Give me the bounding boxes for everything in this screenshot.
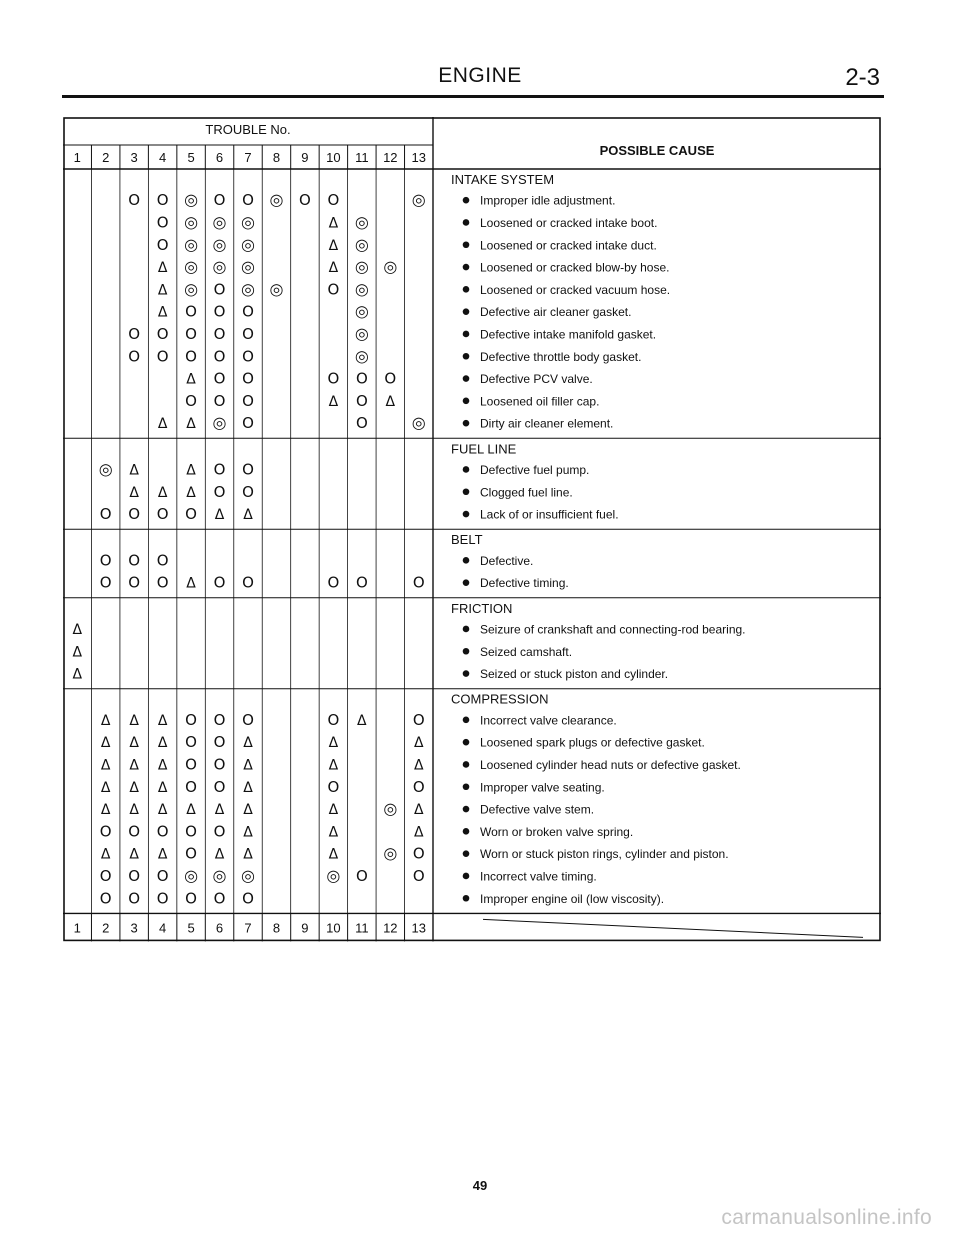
cause-text: Defective valve stem. [480, 802, 595, 817]
circle-mark: O [128, 505, 141, 524]
triangle-mark: Δ [129, 712, 139, 729]
double-circle-mark: ◎ [241, 257, 255, 277]
triangle-mark: Δ [328, 824, 339, 841]
circle-mark: O [156, 551, 169, 570]
double-circle-mark: ◎ [411, 190, 426, 210]
cause-text: Loosened oil filler cap. [480, 394, 600, 409]
cause-text: Lack of or insufficient fuel. [480, 507, 619, 522]
circle-mark: O [213, 280, 226, 299]
triangle-mark: Δ [214, 846, 225, 863]
circle-mark: O [99, 505, 112, 524]
double-circle-mark: ◎ [184, 865, 199, 885]
circle-mark: O [213, 324, 226, 343]
column-number-footer: 1 [73, 920, 81, 936]
bullet-icon [463, 308, 470, 315]
column-number: 6 [215, 150, 224, 165]
circle-mark: O [327, 191, 340, 210]
double-circle-mark: ◎ [354, 323, 369, 343]
circle-mark: O [355, 369, 368, 388]
double-circle-mark: ◎ [269, 190, 284, 210]
column-number-footer: 11 [355, 920, 369, 936]
bullet-icon [463, 806, 470, 813]
circle-mark: O [128, 347, 141, 366]
column-number-footer: 2 [102, 920, 110, 936]
circle-mark: O [213, 755, 226, 774]
triangle-mark: Δ [100, 712, 111, 729]
triangle-mark: Δ [186, 484, 196, 501]
triangle-mark: Δ [129, 462, 139, 479]
bullet-icon [463, 557, 470, 564]
cause-text: Improper engine oil (low viscosity). [480, 891, 665, 906]
trouble-table [63, 117, 881, 972]
column-number: 12 [383, 150, 398, 165]
bullet-icon [463, 670, 470, 677]
triangle-mark: Δ [413, 735, 424, 752]
circle-mark: O [213, 302, 226, 321]
bullet-icon [463, 895, 470, 902]
cause-text: Loosened or cracked blow-by hose. [480, 260, 670, 275]
bullet-icon [463, 739, 470, 746]
circle-mark: O [242, 347, 254, 366]
bullet-icon [463, 398, 470, 405]
page-title: ENGINE [438, 64, 522, 87]
double-circle-mark: ◎ [241, 212, 255, 232]
column-number-footer: 9 [301, 920, 309, 936]
triangle-mark: Δ [214, 507, 225, 524]
circle-mark: O [242, 302, 254, 321]
column-number: 3 [130, 150, 138, 165]
double-circle-mark: ◎ [354, 234, 369, 254]
circle-mark: O [213, 482, 226, 501]
group-title: FUEL LINE [451, 441, 517, 457]
cause-text: Seized or stuck piston and cylinder. [480, 667, 669, 682]
double-circle-mark: ◎ [241, 865, 255, 885]
double-circle-mark: ◎ [212, 413, 227, 433]
double-circle-mark: ◎ [354, 257, 369, 277]
circle-mark: O [213, 573, 226, 592]
column-number-footer: 12 [383, 920, 398, 936]
group-title: BELT [451, 532, 483, 548]
triangle-mark: Δ [243, 507, 253, 524]
cause-text: Incorrect valve clearance. [480, 713, 617, 728]
circle-mark: O [355, 414, 368, 433]
triangle-mark: Δ [328, 260, 339, 277]
column-number: 5 [187, 150, 195, 165]
circle-mark: O [99, 551, 112, 570]
circle-mark: O [156, 866, 169, 885]
bullet-icon [463, 264, 470, 271]
bullet-icon [463, 286, 470, 293]
column-number: 2 [102, 150, 110, 165]
cause-text: Defective throttle body gasket. [480, 349, 642, 364]
cause-text: Seized camshaft. [480, 644, 573, 659]
page-number: 49 [472, 1178, 488, 1193]
triangle-mark: Δ [328, 757, 339, 774]
circle-mark: O [384, 369, 397, 388]
double-circle-mark: ◎ [184, 212, 199, 232]
bullet-icon [463, 375, 470, 382]
circle-mark: O [128, 866, 141, 885]
double-circle-mark: ◎ [269, 279, 284, 299]
circle-mark: O [242, 369, 254, 388]
triangle-mark: Δ [100, 802, 111, 819]
circle-mark: O [213, 391, 226, 410]
triangle-mark: Δ [157, 282, 168, 299]
circle-mark: O [213, 710, 226, 729]
double-circle-mark: ◎ [212, 865, 227, 885]
column-number: 8 [272, 150, 281, 165]
triangle-mark: Δ [243, 824, 253, 841]
column-number-footer: 10 [326, 920, 341, 936]
cause-text: Incorrect valve timing. [480, 869, 597, 884]
column-number: 9 [301, 150, 309, 165]
triangle-mark: Δ [385, 393, 396, 410]
circle-mark: O [213, 347, 226, 366]
bullet-icon [463, 353, 470, 360]
double-circle-mark: ◎ [212, 212, 227, 232]
circle-mark: O [185, 844, 197, 863]
circle-mark: O [185, 889, 197, 908]
bullet-icon [463, 420, 470, 427]
circle-mark: O [128, 889, 141, 908]
triangle-mark: Δ [129, 484, 139, 501]
circle-mark: O [99, 822, 112, 841]
header-rule [62, 95, 884, 98]
watermark: carmanualsonline.info [721, 1206, 932, 1229]
circle-mark: O [213, 822, 226, 841]
circle-mark: O [242, 191, 254, 210]
bullet-icon [463, 511, 470, 518]
triangle-mark: Δ [157, 484, 168, 501]
circle-mark: O [327, 280, 340, 299]
double-circle-mark: ◎ [354, 279, 369, 299]
section-page-ref: 2-3 [845, 64, 880, 91]
triangle-mark: Δ [100, 846, 111, 863]
circle-mark: O [355, 391, 368, 410]
bullet-icon [463, 717, 470, 724]
circle-mark: O [355, 573, 368, 592]
bullet-icon [463, 219, 470, 226]
triangle-mark: Δ [243, 802, 253, 819]
circle-mark: O [156, 505, 169, 524]
column-number-footer: 5 [187, 920, 195, 936]
triangle-mark: Δ [157, 757, 168, 774]
circle-mark: O [128, 822, 141, 841]
circle-mark: O [156, 573, 169, 592]
triangle-mark: Δ [413, 824, 424, 841]
circle-mark: O [242, 391, 254, 410]
column-number-footer: 4 [158, 920, 167, 936]
double-circle-mark: ◎ [383, 257, 398, 277]
triangle-mark: Δ [100, 779, 111, 796]
circle-mark: O [156, 889, 169, 908]
triangle-mark: Δ [100, 735, 111, 752]
cause-text: Defective air cleaner gasket. [480, 305, 632, 320]
cause-text: Defective timing. [480, 576, 569, 591]
triangle-mark: Δ [129, 802, 139, 819]
double-circle-mark: ◎ [212, 234, 227, 254]
cause-text: Improper idle adjustment. [480, 193, 616, 208]
double-circle-mark: ◎ [241, 279, 255, 299]
cause-text: Seizure of crankshaft and connecting-rod bearing. [480, 622, 746, 637]
double-circle-mark: ◎ [98, 459, 113, 479]
triangle-mark: Δ [243, 779, 253, 796]
bullet-icon [463, 873, 470, 880]
triangle-mark: Δ [157, 416, 168, 433]
cause-text: Worn or stuck piston rings, cylinder and piston. [480, 847, 729, 862]
triangle-mark: Δ [243, 735, 253, 752]
circle-mark: O [185, 347, 197, 366]
double-circle-mark: ◎ [354, 346, 369, 366]
group-title: FRICTION [451, 600, 513, 616]
cause-text: Defective intake manifold gasket. [480, 327, 657, 342]
triangle-mark: Δ [100, 757, 111, 774]
group-title: INTAKE SYSTEM [451, 172, 555, 187]
circle-mark: O [185, 710, 197, 729]
column-number-footer: 7 [244, 920, 252, 936]
triangle-mark: Δ [328, 215, 339, 232]
cause-text: Worn or broken valve spring. [480, 824, 634, 839]
bullet-icon [463, 331, 470, 338]
circle-mark: O [213, 369, 226, 388]
circle-mark: O [99, 866, 112, 885]
circle-mark: O [185, 822, 197, 841]
column-number-footer: 6 [215, 920, 224, 936]
bullet-icon [463, 648, 470, 655]
triangle-mark: Δ [72, 666, 83, 683]
circle-mark: O [213, 733, 226, 752]
circle-mark: O [242, 482, 254, 501]
circle-mark: O [99, 573, 112, 592]
triangle-mark: Δ [129, 846, 139, 863]
bullet-icon [463, 828, 470, 835]
column-number-footer: 3 [130, 920, 138, 936]
cause-text: Loosened cylinder head nuts or defective gasket. [480, 757, 741, 772]
triangle-mark: Δ [357, 712, 367, 729]
column-number-footer: 13 [411, 920, 427, 936]
circle-mark: O [242, 710, 254, 729]
circle-mark: O [213, 777, 226, 796]
bullet-icon [463, 783, 470, 790]
bullet-icon [463, 761, 470, 768]
double-circle-mark: ◎ [184, 257, 199, 277]
circle-mark: O [185, 733, 197, 752]
bullet-icon [463, 466, 470, 473]
triangle-mark: Δ [413, 757, 424, 774]
triangle-mark: Δ [186, 462, 196, 479]
circle-mark: O [185, 777, 197, 796]
triangle-mark: Δ [157, 712, 168, 729]
circle-mark: O [327, 369, 340, 388]
double-circle-mark: ◎ [184, 279, 199, 299]
triangle-mark: Δ [328, 237, 339, 254]
circle-mark: O [156, 822, 169, 841]
cause-text: Clogged fuel line. [480, 485, 573, 500]
circle-mark: O [156, 213, 169, 232]
circle-mark: O [128, 573, 141, 592]
circle-mark: O [412, 777, 425, 796]
cause-text: Loosened or cracked intake boot. [480, 215, 658, 230]
circle-mark: O [299, 191, 311, 210]
triangle-mark: Δ [129, 779, 139, 796]
column-number: 10 [326, 150, 341, 165]
circle-mark: O [156, 235, 169, 254]
triangle-mark: Δ [328, 393, 339, 410]
cause-text: Improper valve seating. [480, 780, 605, 795]
double-circle-mark: ◎ [383, 799, 398, 819]
cause-text: Loosened spark plugs or defective gasket. [480, 735, 705, 750]
column-number: 7 [244, 150, 252, 165]
circle-mark: O [242, 324, 254, 343]
column-number: 1 [73, 150, 81, 165]
triangle-mark: Δ [157, 779, 168, 796]
triangle-mark: Δ [214, 802, 225, 819]
circle-mark: O [355, 866, 368, 885]
double-circle-mark: ◎ [184, 190, 199, 210]
double-circle-mark: ◎ [184, 234, 199, 254]
triangle-mark: Δ [186, 802, 196, 819]
circle-mark: O [412, 710, 425, 729]
circle-mark: O [327, 573, 340, 592]
triangle-mark: Δ [157, 735, 168, 752]
triangle-mark: Δ [243, 757, 253, 774]
circle-mark: O [156, 324, 169, 343]
triangle-mark: Δ [157, 802, 168, 819]
double-circle-mark: ◎ [354, 212, 369, 232]
cause-text: Defective. [480, 553, 534, 568]
bullet-icon [463, 197, 470, 204]
decorative-stroke [483, 919, 863, 937]
cause-text: Loosened or cracked vacuum hose. [480, 282, 671, 297]
column-number: 11 [355, 150, 369, 165]
triangle-mark: Δ [129, 735, 139, 752]
circle-mark: O [128, 551, 141, 570]
bullet-icon [463, 579, 470, 586]
double-circle-mark: ◎ [411, 413, 426, 433]
triangle-mark: Δ [413, 802, 424, 819]
double-circle-mark: ◎ [354, 301, 369, 321]
bullet-icon [463, 241, 470, 248]
triangle-mark: Δ [243, 846, 253, 863]
cause-text: Loosened or cracked intake duct. [480, 238, 657, 253]
circle-mark: O [156, 347, 169, 366]
circle-mark: O [185, 324, 197, 343]
circle-mark: O [412, 844, 425, 863]
group-title: COMPRESSION [451, 691, 549, 707]
triangle-mark: Δ [72, 621, 83, 638]
triangle-mark: Δ [186, 416, 196, 433]
circle-mark: O [327, 777, 340, 796]
triangle-mark: Δ [157, 304, 168, 321]
trouble-table-grid [63, 117, 881, 972]
circle-mark: O [242, 573, 254, 592]
circle-mark: O [213, 191, 226, 210]
circle-mark: O [128, 324, 141, 343]
circle-mark: O [242, 889, 254, 908]
circle-mark: O [185, 391, 197, 410]
bullet-icon [463, 488, 470, 495]
possible-cause-label: POSSIBLE CAUSE [599, 143, 715, 158]
bullet-icon [463, 626, 470, 633]
circle-mark: O [156, 191, 169, 210]
circle-mark: O [185, 755, 197, 774]
circle-mark: O [185, 505, 197, 524]
circle-mark: O [213, 460, 226, 479]
triangle-mark: Δ [328, 846, 339, 863]
column-number: 4 [158, 150, 167, 165]
circle-mark: O [99, 889, 112, 908]
double-circle-mark: ◎ [212, 257, 227, 277]
triangle-mark: Δ [186, 371, 196, 388]
circle-mark: O [242, 414, 254, 433]
double-circle-mark: ◎ [383, 843, 398, 863]
bullet-icon [463, 850, 470, 857]
triangle-mark: Δ [157, 260, 168, 277]
triangle-mark: Δ [328, 802, 339, 819]
triangle-mark: Δ [186, 575, 196, 592]
circle-mark: O [185, 302, 197, 321]
circle-mark: O [213, 889, 226, 908]
cause-text: Dirty air cleaner element. [480, 416, 614, 431]
triangle-mark: Δ [157, 846, 168, 863]
column-number: 13 [411, 150, 427, 165]
circle-mark: O [128, 191, 141, 210]
circle-mark: O [412, 866, 425, 885]
double-circle-mark: ◎ [326, 865, 341, 885]
triangle-mark: Δ [328, 735, 339, 752]
double-circle-mark: ◎ [241, 234, 255, 254]
cause-text: Defective PCV valve. [480, 372, 593, 387]
column-number-footer: 8 [272, 920, 281, 936]
circle-mark: O [412, 573, 425, 592]
triangle-mark: Δ [129, 757, 139, 774]
trouble-no-label: TROUBLE No. [205, 122, 291, 137]
circle-mark: O [242, 460, 254, 479]
circle-mark: O [327, 710, 340, 729]
triangle-mark: Δ [72, 644, 83, 661]
cause-text: Defective fuel pump. [480, 462, 590, 477]
